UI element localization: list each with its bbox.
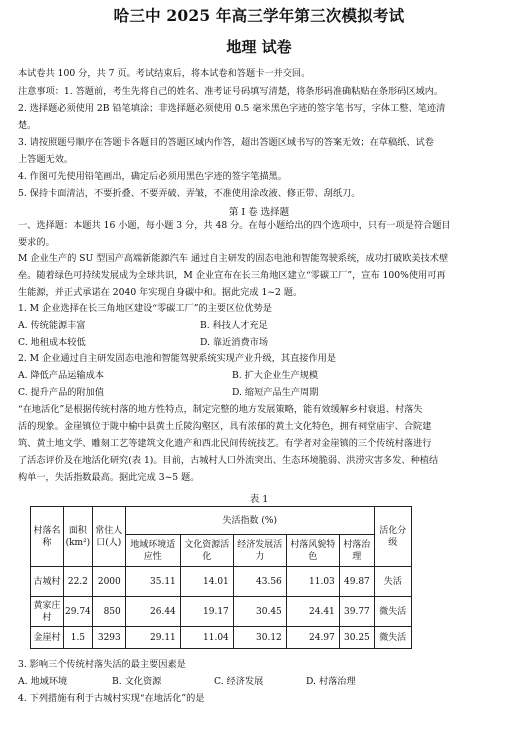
section-heading: 第 I 卷 选择题 <box>228 207 290 218</box>
q1-option-a: A. 传统能源丰富 <box>18 320 86 331</box>
q4-stem: 4. 下列措施有利于古城村实现“在地活化”的是 <box>18 693 205 704</box>
row-grade: 微失活 <box>374 627 411 649</box>
village-table <box>30 506 412 649</box>
row-area: 1.5 <box>64 627 93 649</box>
row-grade: 失活 <box>374 567 411 597</box>
row-culture: 14.01 <box>180 567 233 597</box>
header-col-economy: 经济发展活力 <box>233 535 286 567</box>
row-style: 24.41 <box>286 597 339 627</box>
header-population: 常住人口(人) <box>92 507 125 567</box>
row-area: 22.2 <box>64 567 93 597</box>
instruction-line-1: 一、选择题：本题共 16 小题，每小题 3 分，共 48 分。在每小题给出的四个选项中，只有一项是符合题目 <box>18 220 451 231</box>
passage2-line-3: 筑、黄土地文学、雕刻工艺等建筑文化遗产和西北民间传统技艺。有学者对金崖镇的三个传统村落进行 <box>18 438 432 449</box>
notice-line-6: 4. 作图可先使用铅笔画出，确定后必须用黑色字迹的签字笔描黑。 <box>18 171 287 182</box>
q1-option-c: C. 地租成本较低 <box>18 337 86 348</box>
table-row <box>31 597 412 627</box>
row-style: 11.03 <box>286 567 339 597</box>
row-governance: 39.77 <box>339 597 374 627</box>
notice-line-5: 上答题无效。 <box>18 154 74 165</box>
q3-option-b: B. 文化资源 <box>112 676 162 687</box>
header-col-culture: 文化资源活化 <box>180 535 233 567</box>
header-grade: 活化分级 <box>374 507 411 567</box>
q3-option-c: C. 经济发展 <box>214 676 264 687</box>
header-col-style: 村落风貌特色 <box>286 535 339 567</box>
row-style: 24.97 <box>286 627 339 649</box>
table-row <box>31 567 412 597</box>
exam-subtitle: 地理 试卷 <box>226 38 292 56</box>
q1-option-b: B. 科技人才充足 <box>200 320 268 331</box>
row-grade: 微失活 <box>374 597 411 627</box>
instruction-line-2: 要求的。 <box>18 237 55 248</box>
passage2-line-5: 构单一，失活指数最高。据此完成 3~5 题。 <box>18 472 200 483</box>
q1-option-d: D. 靠近消费市场 <box>200 337 269 348</box>
passage2-line-2: 活的现象。金崖镇位于陇中榆中县黄土丘陵沟壑区，具有浓郁的黄土文化特色，拥有祠堂庙宇、合院建 <box>18 421 432 432</box>
passage2-line-4: 了活态评价及在地活化研究(表 1)。目前，古城村人口外流突出、生态环境脆弱、洪涝灾害多发、种植结 <box>18 455 439 466</box>
row-area: 29.74 <box>64 597 93 627</box>
header-index-group: 失活指数 (%) <box>125 507 374 535</box>
passage2-line-1: “在地活化”是根据传统村落的地方性特点，制定完整的地方发展策略，能有效缓解乡村衰退、村落失 <box>18 404 423 415</box>
q2-option-b: B. 扩大企业生产规模 <box>232 370 319 381</box>
table-caption: 表 1 <box>249 494 269 505</box>
row-economy: 30.45 <box>233 597 286 627</box>
row-env: 26.44 <box>125 597 180 627</box>
row-population: 2000 <box>92 567 125 597</box>
header-col-env: 地域环境适应性 <box>125 535 180 567</box>
q3-option-a: A. 地域环境 <box>18 676 68 687</box>
header-col-governance: 村落治理 <box>339 535 374 567</box>
q2-option-d: D. 缩短产品生产周期 <box>232 387 319 398</box>
notice-line-1: 注意事项：1. 答题前，考生先将自己的姓名、准考证号码填写清楚，将条形码准确粘贴在条形码区域内。 <box>18 86 444 97</box>
passage1-line-2: 垒。随着绿色可持续发展成为全球共识，M 企业宣布在长三角地区建立“零碳工厂”，宣布 100%使用可再 <box>18 270 446 281</box>
notice-line-2: 2. 选择题必须使用 2B 铅笔填涂；非选择题必须使用 0.5 毫米黑色字迹的签字笔书写，字体工整、笔迹清 <box>18 103 446 114</box>
row-culture: 11.04 <box>180 627 233 649</box>
row-population: 3293 <box>92 627 125 649</box>
q2-option-c: C. 提升产品的附加值 <box>18 387 105 398</box>
row-village: 金崖村 <box>31 627 64 649</box>
row-governance: 30.25 <box>339 627 374 649</box>
exam-title: 哈三中 2025 年高三学年第三次模拟考试 <box>113 6 405 25</box>
passage1-line-1: M 企业生产的 SU 型国产高端新能源汽车 通过自主研发的固态电池和智能驾驶系统，成功打破欧美技术壁 <box>18 253 449 264</box>
q2-stem: 2. M 企业通过自主研发固态电池和智能驾驶系统实现产业升级，其直接作用是 <box>18 353 337 364</box>
header-village: 村落名称 <box>31 507 64 567</box>
row-population: 850 <box>92 597 125 627</box>
notice-line-3: 楚。 <box>18 120 37 131</box>
row-village: 古城村 <box>31 567 64 597</box>
header-area: 面积(km²) <box>64 507 93 567</box>
row-economy: 30.12 <box>233 627 286 649</box>
notice-line-4: 3. 请按照题号顺序在答题卡各题目的答题区域内作答，超出答题区域书写的答案无效；在草稿纸、试卷 <box>18 137 434 148</box>
q3-stem: 3. 影响三个传统村落失活的最主要因素是 <box>18 659 186 670</box>
q3-option-d: D. 村落治理 <box>306 676 356 687</box>
row-economy: 43.56 <box>233 567 286 597</box>
passage1-line-3: 生能源，并正式承诺在 2040 年实现自身碳中和。据此完成 1~2 题。 <box>18 287 303 298</box>
intro-line: 本试卷共 100 分，共 7 页。考试结束后，将本试卷和答题卡一并交回。 <box>18 68 311 79</box>
notice-line-7: 5. 保持卡面清洁，不要折叠、不要弄破、弄皱，不准使用涂改液、修正带、刮纸刀。 <box>18 188 361 199</box>
row-governance: 49.87 <box>339 567 374 597</box>
row-env: 35.11 <box>125 567 180 597</box>
row-env: 29.11 <box>125 627 180 649</box>
q2-option-a: A. 降低产品运输成本 <box>18 370 104 381</box>
table-row <box>31 627 412 649</box>
q1-stem: 1. M 企业选择在长三角地区建设“零碳工厂”的主要区位优势是 <box>18 303 272 314</box>
row-village: 黄家庄村 <box>31 597 64 627</box>
row-culture: 19.17 <box>180 597 233 627</box>
